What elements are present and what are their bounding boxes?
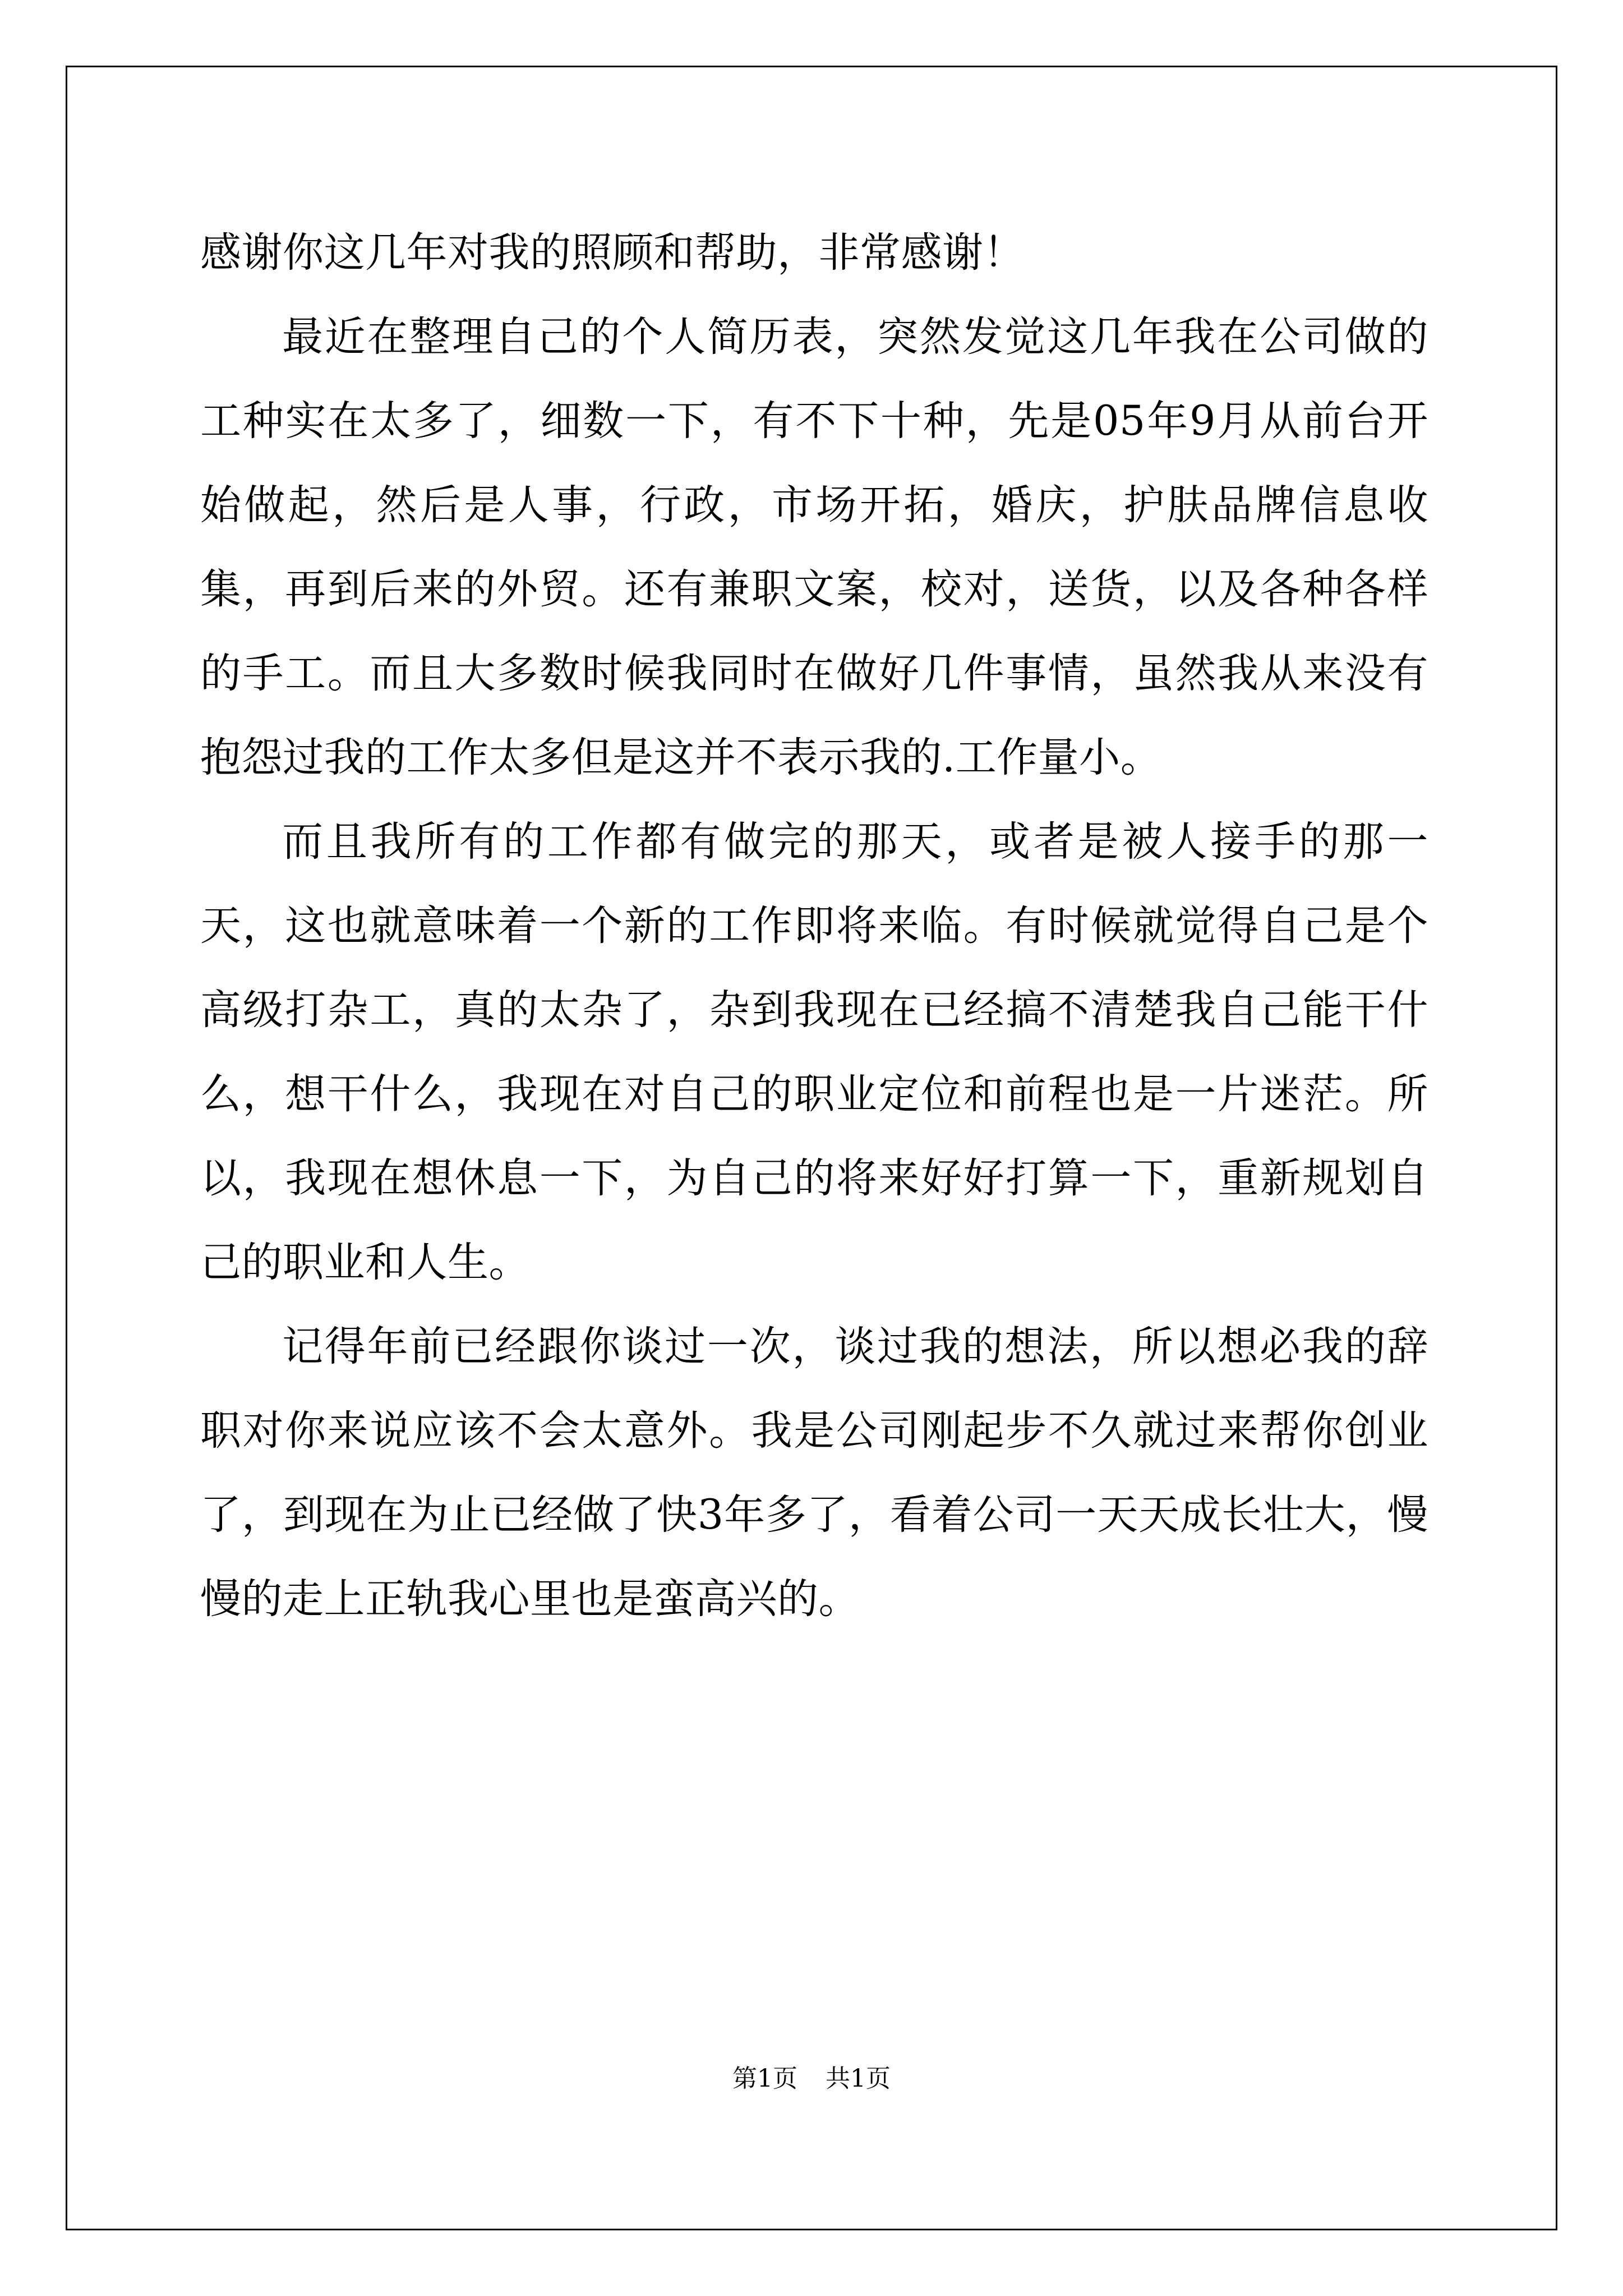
page-footer (0, 2062, 1623, 2096)
page-number-total: 共1页 (826, 2064, 891, 2093)
page-number-current: 第1页 (732, 2064, 797, 2093)
paragraph-3: 而且我所有的工作都有做完的那天，或者是被人接手的那一天，这也就意味着一个新的工作即将来临。有时候就觉得自己是个高级打杂工，真的太杂了，杂到我现在已经搞不清楚我自己能干什么，想干什么，我现在对自己的职业定位和前程也是一片迷茫。所以，我现在想休息一下，为自己的将来好好打算一下，重新规划自己的职业和人生。 (200, 818, 1428, 1286)
paragraph-4: 记得年前已经跟你谈过一次，谈过我的想法，所以想必我的辞职对你来说应该不会太意外。我是公司刚起步不久就过来帮你创业了，到现在为止已经做了快3年多了，看着公司一天天成长壮大，慢慢的走上正轨我心里也是蛮高兴的。 (200, 1323, 1428, 1623)
paragraph-1: 感谢你这几年对我的照顾和帮助，非常感谢！ (200, 229, 1025, 277)
paragraph-2: 最近在整理自己的个人简历表，突然发觉这几年我在公司做的工种实在太多了，细数一下，有不下十种，先是05年9月从前台开始做起，然后是人事，行政，市场开拓，婚庆，护肤品牌信息收集，再到后来的外贸。还有兼职文案，校对，送货，以及各种各样的手工。而且大多数时候我同时在做好几件事情，虽然我从来没有抱怨过我的工作太多但是这并不表示我的.工作量小。 (200, 313, 1428, 781)
document-body (200, 211, 1428, 1641)
